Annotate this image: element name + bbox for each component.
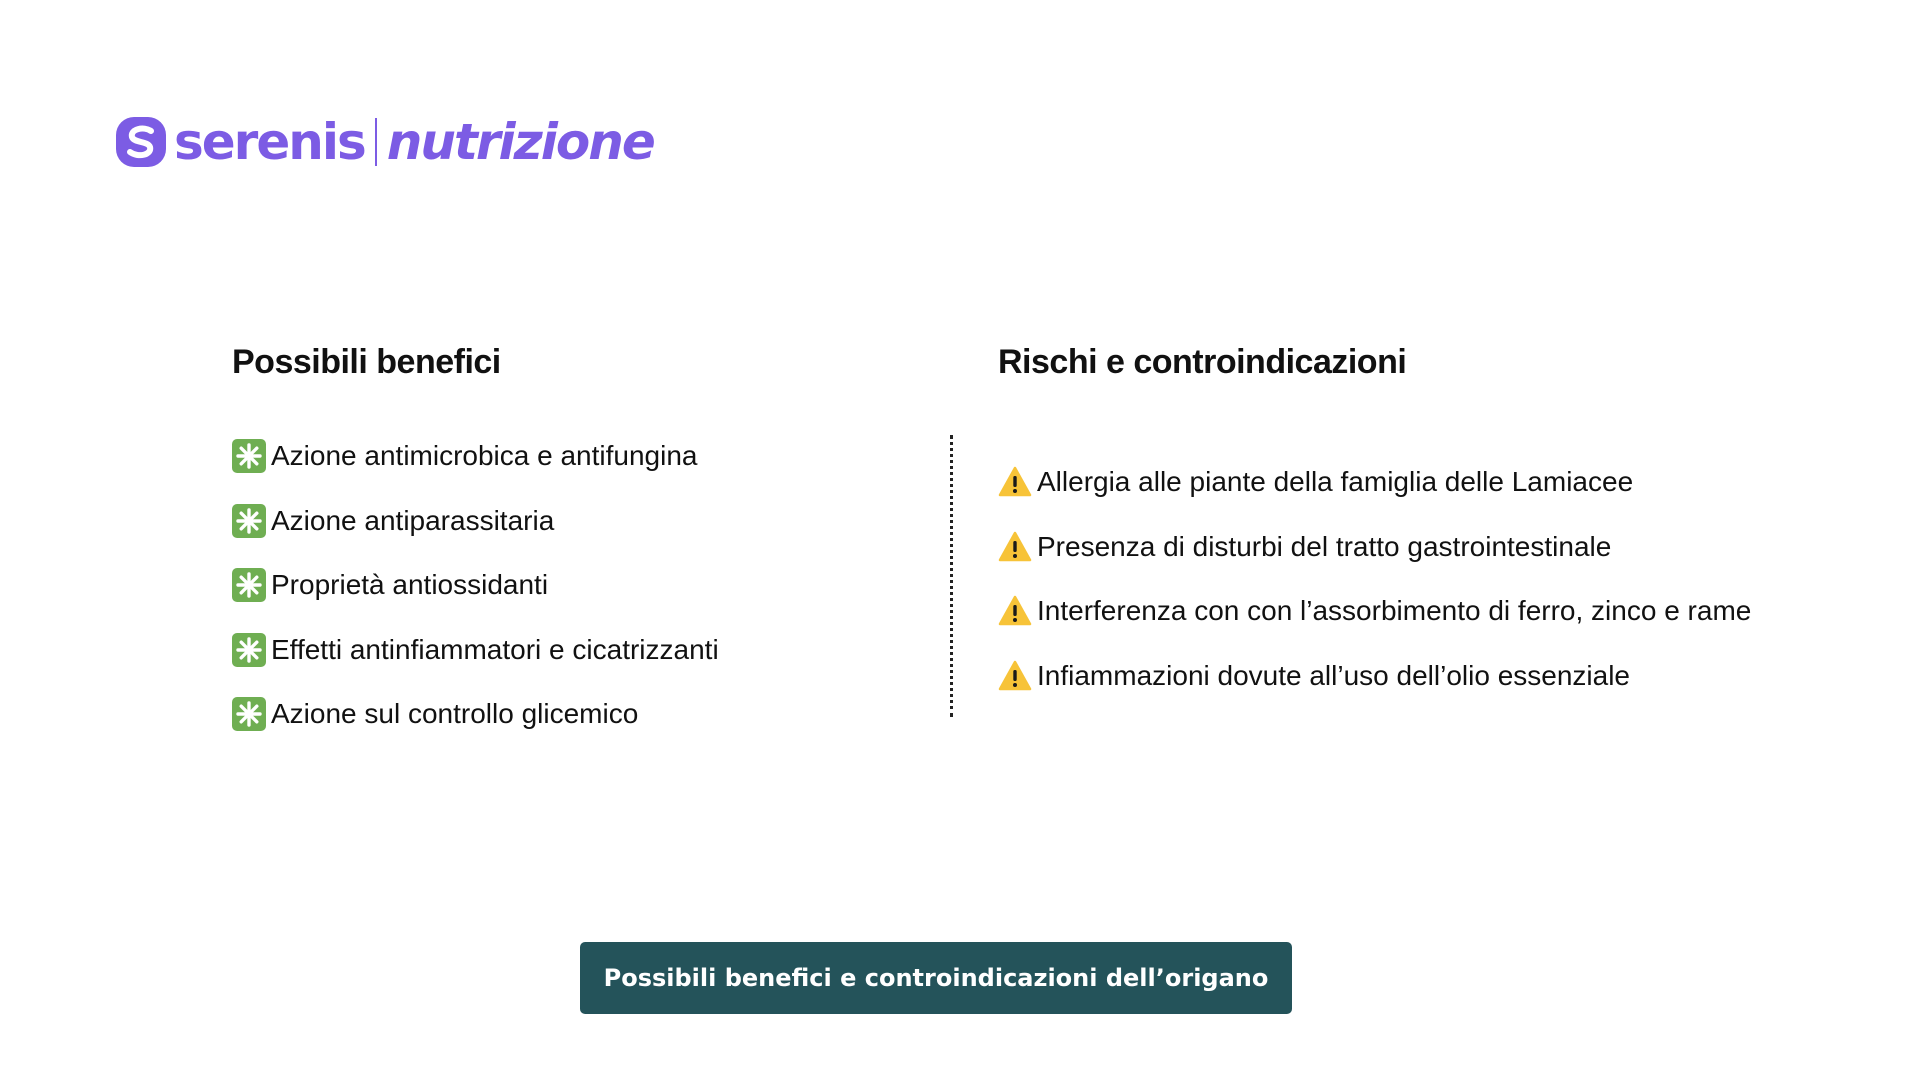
logo-brand-text: serenis [174, 113, 365, 171]
logo-product-text: nutrizione [386, 113, 654, 171]
sparkle-icon [232, 568, 266, 602]
sparkle-icon [232, 504, 266, 538]
column-divider [950, 435, 953, 717]
serenis-logo-icon [116, 117, 166, 167]
risk-item [998, 515, 1751, 580]
benefit-label: Azione antiparassitaria [271, 504, 555, 536]
risk-label: Interferenza con con l’assorbimento di ferro, zinco e rame [1037, 595, 1752, 627]
risk-label: Allergia alle piante della famiglia delle Lamiacee [1037, 466, 1634, 498]
benefit-item [232, 553, 719, 618]
benefit-item [232, 618, 719, 683]
benefit-item [232, 424, 719, 489]
benefit-item [232, 489, 719, 554]
risk-label: Infiammazioni dovute all’uso dell’olio essenziale [1037, 659, 1630, 691]
logo-divider [375, 118, 377, 166]
risk-item [998, 579, 1751, 644]
warning-icon [998, 465, 1032, 499]
benefit-label: Azione sul controllo glicemico [271, 698, 639, 730]
warning-icon [998, 659, 1032, 693]
sparkle-icon [232, 697, 266, 731]
sparkle-icon [232, 439, 266, 473]
benefits-heading: Possibili benefici [232, 343, 501, 381]
risk-item [998, 644, 1751, 709]
benefit-item [232, 682, 719, 747]
benefits-list [232, 424, 719, 747]
serenis-nutrizione-logo [116, 112, 654, 172]
warning-icon [998, 530, 1032, 564]
benefit-label: Azione antimicrobica e antifungina [271, 440, 698, 472]
risk-item [998, 450, 1751, 515]
benefit-label: Effetti antinfiammatori e cicatrizzanti [271, 633, 719, 665]
caption-banner: Possibili benefici e controindicazioni dell’origano [580, 942, 1292, 1014]
risk-label: Presenza di disturbi del tratto gastrointestinale [1037, 530, 1612, 562]
benefit-label: Proprietà antiossidanti [271, 569, 549, 601]
warning-icon [998, 594, 1032, 628]
risks-heading: Rischi e controindicazioni [998, 343, 1407, 381]
risks-list [998, 450, 1751, 708]
sparkle-icon [232, 633, 266, 667]
